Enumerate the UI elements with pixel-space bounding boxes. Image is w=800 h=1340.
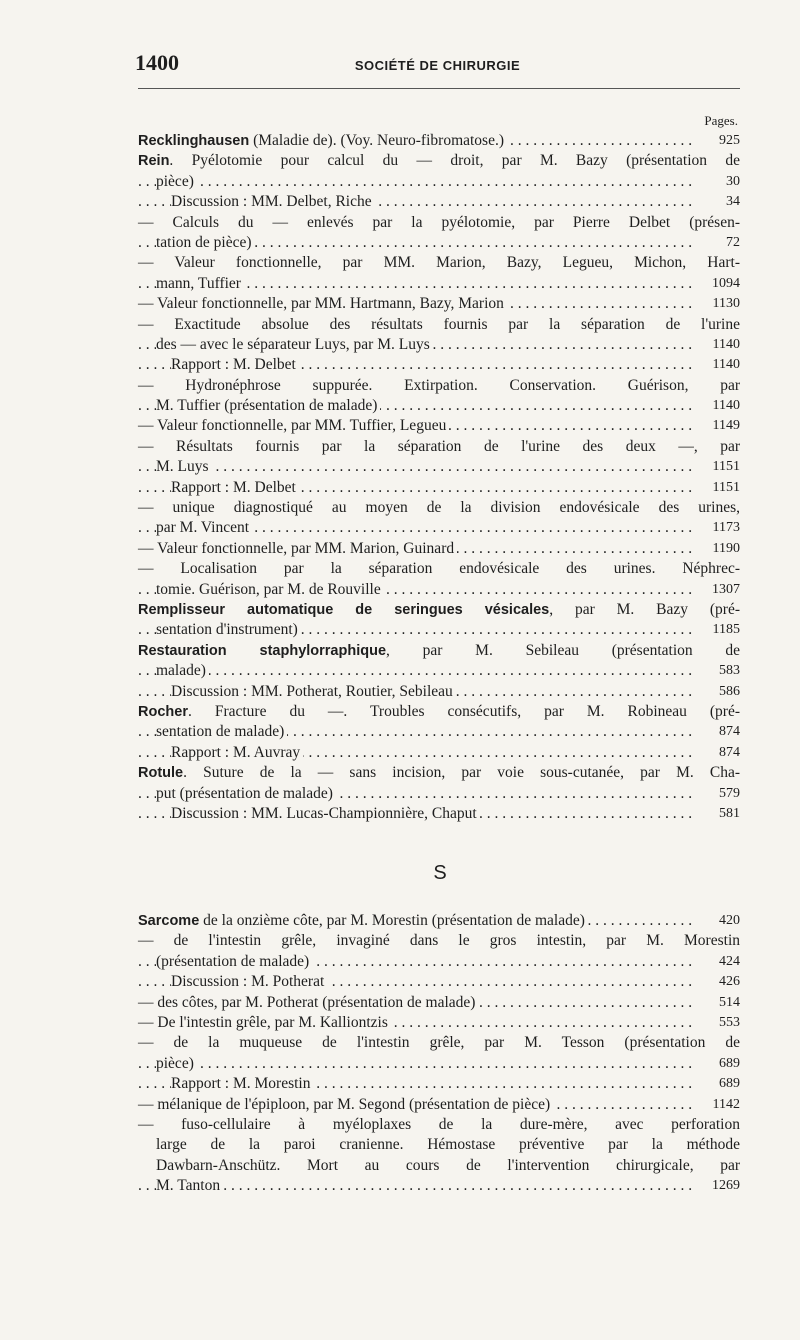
index-line: [138, 580, 740, 600]
index-entry-text: Recklinghausen (Maladie de). (Voy. Neuro-fibromatose.): [138, 131, 507, 151]
index-line: [138, 620, 740, 640]
index-entry-text: Rotule. Suture de la — sans incision, par voie sous-cutanée, par M. Cha-: [138, 764, 740, 782]
page-reference: 1151: [694, 478, 740, 498]
index-line: [138, 559, 740, 579]
index-line: [138, 315, 740, 335]
leader-dots: [138, 172, 692, 192]
index-entry-text: mann, Tuffier: [156, 274, 244, 294]
index-entry-text: Rapport : M. Auvray: [171, 743, 303, 763]
page-reference: 426: [694, 972, 740, 992]
index-entry-text: (présentation de malade): [156, 952, 312, 972]
index-entry-text: Rein. Pyélotomie pour calcul du — droit, par M. Bazy (présentation de: [138, 152, 740, 170]
index-entry-text: — De l'intestin grêle, par M. Kalliontzis: [138, 1013, 391, 1033]
index-entry-text: — Résultats fournis par la séparation de l'urine des deux —, par: [138, 437, 740, 455]
page-reference: 553: [694, 1013, 740, 1033]
index-line: [138, 600, 740, 620]
index-line: [138, 763, 740, 783]
index-entry-text: pièce): [156, 172, 197, 192]
index-entry-text: — Valeur fonctionnelle, par MM. Marion, Bazy, Legueu, Michon, Hart-: [138, 254, 740, 272]
index-entry-text: des — avec le séparateur Luys, par M. Luys: [156, 335, 433, 355]
page-reference: 689: [694, 1074, 740, 1094]
index-entry-text: Sarcome de la onzième côte, par M. Morestin (présentation de malade): [138, 911, 588, 931]
page-reference: 72: [694, 233, 740, 253]
headword: Rotule: [138, 765, 184, 782]
index-entry-text: Rapport : M. Delbet: [171, 478, 299, 498]
index-line: [138, 437, 740, 457]
index-line: [138, 213, 740, 233]
index-entry-text: sentation de malade): [156, 722, 287, 742]
index-entry-text: — Localisation par la séparation endovésicale des urines. Néphrec-: [138, 560, 740, 578]
index-entry-text: — Exactitude absolue des résultats fournis par la séparation de l'urine: [138, 315, 740, 333]
header-rule: [138, 88, 740, 89]
index-line: [138, 539, 740, 559]
index-entry-text: — Valeur fonctionnelle, par MM. Marion, Guinard: [138, 539, 457, 559]
page-reference: 424: [694, 952, 740, 972]
index-block-r: [138, 131, 740, 824]
headword: Recklinghausen: [138, 133, 250, 149]
page-reference: 1307: [694, 580, 740, 600]
pages-column-label: Pages.: [704, 113, 738, 128]
page-reference: 1190: [694, 539, 740, 559]
index-block-s: [138, 911, 740, 1196]
index-line: [138, 1135, 740, 1155]
index-line: [138, 131, 740, 151]
index-line: [138, 396, 740, 416]
index-entry-text: — unique diagnostiqué au moyen de la division endovésicale des urines,: [138, 499, 740, 517]
page-reference: 874: [694, 743, 740, 763]
page-reference: 1140: [694, 355, 740, 375]
index-entry-text: Remplisseur automatique de seringues vésicales, par M. Bazy (pré-: [138, 600, 740, 618]
index-line: [138, 952, 740, 972]
index-entry-text: — des côtes, par M. Potherat (présentation de malade): [138, 993, 478, 1013]
index-line: [138, 972, 740, 992]
index-entry-text: par M. Vincent: [156, 518, 252, 538]
index-entry-text: Discussion : M. Potherat: [171, 972, 327, 992]
index-line: [138, 498, 740, 518]
index-line: [138, 1095, 740, 1115]
page-reference: 1142: [694, 1095, 740, 1115]
index-line: [138, 722, 740, 742]
page-reference: 1149: [694, 416, 740, 436]
index-line: [138, 682, 740, 702]
leader-dots: [138, 457, 692, 477]
headword: Rocher: [138, 703, 188, 720]
running-title: SOCIÉTÉ DE CHIRURGIE: [354, 58, 521, 73]
index-entry-text: Rocher. Fracture du —. Troubles consécutifs, par M. Robineau (pré-: [138, 702, 740, 720]
headword: Rein: [138, 153, 170, 170]
index-entry-text: M. Luys: [156, 457, 212, 477]
index-entry-text: M. Tanton: [156, 1176, 223, 1196]
page-header: [135, 50, 740, 76]
index-entry-text: malade): [156, 661, 209, 681]
index-line: [138, 911, 740, 931]
index-entry-text: — Valeur fonctionnelle, par MM. Tuffier, Legueu: [138, 416, 449, 436]
index-entry-text: sentation d'instrument): [156, 620, 301, 640]
page-reference: 1130: [694, 294, 740, 314]
index-entry-text: Rapport : M. Delbet: [171, 355, 299, 375]
index-line: [138, 784, 740, 804]
page-reference: 1269: [694, 1176, 740, 1196]
index-entry-text: Rapport : M. Morestin: [171, 1074, 314, 1094]
index-line: [138, 702, 740, 722]
index-line: [138, 416, 740, 436]
index-line: [138, 274, 740, 294]
section-letter: S: [433, 862, 447, 884]
leader-dots: [138, 661, 692, 681]
index-entry-text: — fuso-cellulaire à myéloplaxes de la dure-mère, avec perforation: [138, 1115, 740, 1133]
index-entry-text: Discussion : MM. Delbet, Riche: [171, 192, 375, 212]
index-line: [138, 1054, 740, 1074]
index-entry-text: tomie. Guérison, par M. de Rouville: [156, 580, 384, 600]
index-entry-text: — Calculs du — enlevés par la pyélotomie, par Pierre Delbet (présen-: [138, 213, 740, 231]
index-entry-text: Dawbarn-Anschütz. Mort au cours de l'intervention chirurgicale, par: [156, 1156, 740, 1174]
page-reference: 30: [694, 172, 740, 192]
index-line: [138, 233, 740, 253]
index-line: [138, 355, 740, 375]
index-entry-text: Discussion : MM. Lucas-Championnière, Chaput: [171, 804, 480, 824]
index-line: [138, 743, 740, 763]
page-reference: 689: [694, 1054, 740, 1074]
index-line: [138, 172, 740, 192]
index-entry-text: — de la muqueuse de l'intestin grêle, par M. Tesson (présentation de: [138, 1034, 740, 1052]
page-reference: 579: [694, 784, 740, 804]
page-reference: 581: [694, 804, 740, 824]
index-entry-text: — Hydronéphrose suppurée. Extirpation. Conservation. Guérison, par: [138, 376, 740, 394]
index-line: [138, 518, 740, 538]
index-line: [138, 253, 740, 273]
index-entry-text: pièce): [156, 1054, 197, 1074]
index-entry-text: M. Tuffier (présentation de malade): [156, 396, 380, 416]
index-line: [138, 1156, 740, 1176]
page-reference: 514: [694, 993, 740, 1013]
index-entry-text: Discussion : MM. Potherat, Routier, Sebileau: [171, 682, 456, 702]
leader-dots: [138, 1054, 692, 1074]
index-line: [138, 1176, 740, 1196]
index-line: [138, 151, 740, 171]
page-reference: 1140: [694, 396, 740, 416]
index-line: [138, 661, 740, 681]
index-line: [138, 804, 740, 824]
page-number: 1400: [135, 50, 179, 75]
index-entry-text: Restauration staphylorraphique, par M. Sebileau (présentation de: [138, 641, 740, 659]
page-reference: 34: [694, 192, 740, 212]
index-line: [138, 457, 740, 477]
index-line: [138, 335, 740, 355]
index-entry-text: tation de pièce): [156, 233, 255, 253]
page-reference: 586: [694, 682, 740, 702]
index-entry-text: — mélanique de l'épiploon, par M. Segond (présentation de pièce): [138, 1095, 553, 1115]
index-line: [138, 478, 740, 498]
index-line: [138, 1074, 740, 1094]
headword: Restauration staphylorraphique: [138, 642, 387, 659]
page-reference: 1140: [694, 335, 740, 355]
index-line: [138, 1013, 740, 1033]
page-reference: 1151: [694, 457, 740, 477]
index-line: [138, 641, 740, 661]
index-entry-text: put (présentation de malade): [156, 784, 336, 804]
index-line: [138, 1115, 740, 1135]
page-reference: 583: [694, 661, 740, 681]
index-line: [138, 376, 740, 396]
index-line: [138, 993, 740, 1013]
headword: Remplisseur automatique de seringues vésicales: [138, 601, 550, 618]
headword: Sarcome: [138, 913, 200, 929]
page-reference: 925: [694, 131, 740, 151]
page-reference: 874: [694, 722, 740, 742]
index-line: [138, 294, 740, 314]
page-reference: 420: [694, 911, 740, 931]
page-reference: 1094: [694, 274, 740, 294]
index-line: [138, 192, 740, 212]
index-line: [138, 1033, 740, 1053]
page-reference: 1173: [694, 518, 740, 538]
index-entry-text: large de la paroi cranienne. Hémostase préventive par la méthode: [156, 1136, 740, 1154]
index-entry-text: — Valeur fonctionnelle, par MM. Hartmann, Bazy, Marion: [138, 294, 507, 314]
index-line: [138, 931, 740, 951]
index-entry-text: — de l'intestin grêle, invaginé dans le gros intestin, par M. Morestin: [138, 932, 740, 950]
page-reference: 1185: [694, 620, 740, 640]
